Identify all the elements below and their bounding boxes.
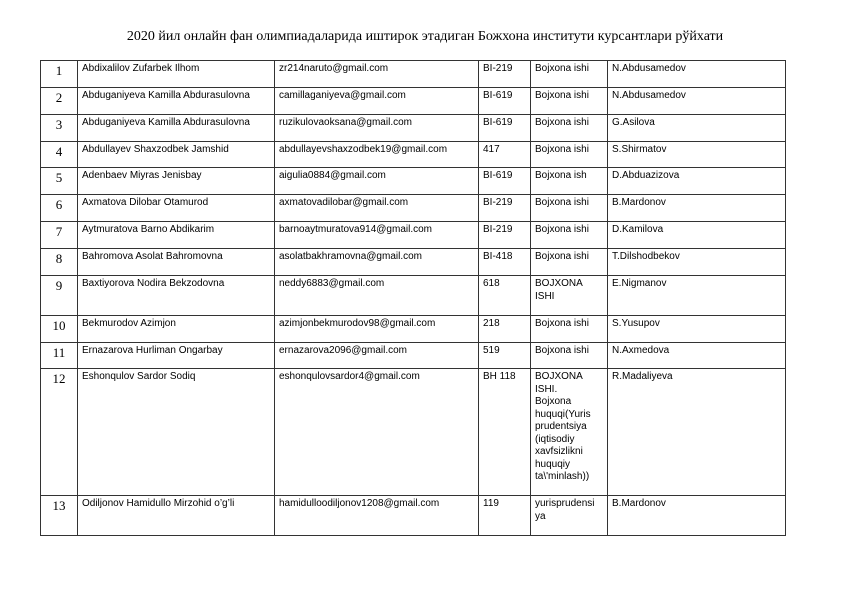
subject: yurisprudensi ya [531, 496, 608, 536]
row-number: 11 [41, 343, 78, 369]
subject: Bojxona ishi [531, 195, 608, 222]
table-row [41, 142, 786, 168]
table-row [41, 222, 786, 249]
table-row [41, 88, 786, 115]
group-code: BI-619 [479, 115, 531, 142]
student-name: Ernazarova Hurliman Ongarbay [78, 343, 275, 369]
group-code: BI-219 [479, 61, 531, 88]
table-row [41, 249, 786, 276]
group-code: 218 [479, 316, 531, 343]
student-name: Baxtiyorova Nodira Bekzodovna [78, 276, 275, 316]
student-name: Abduganiyeva Kamilla Abdurasulovna [78, 115, 275, 142]
student-email: abdullayevshaxzodbek19@gmail.com [275, 142, 479, 168]
row-number: 4 [41, 142, 78, 168]
supervisor: N.Axmedova [608, 343, 786, 369]
student-email: ernazarova2096@gmail.com [275, 343, 479, 369]
supervisor: D.Abduazizova [608, 168, 786, 195]
student-name: Eshonqulov Sardor Sodiq [78, 369, 275, 496]
student-name: Bekmurodov Azimjon [78, 316, 275, 343]
student-email: neddy6883@gmail.com [275, 276, 479, 316]
row-number: 9 [41, 276, 78, 316]
table-row [41, 343, 786, 369]
row-number: 8 [41, 249, 78, 276]
subject: Bojxona ishi [531, 88, 608, 115]
student-email: asolatbakhramovna@gmail.com [275, 249, 479, 276]
supervisor: N.Abdusamedov [608, 88, 786, 115]
student-email: ruzikulovaoksana@gmail.com [275, 115, 479, 142]
supervisor: N.Abdusamedov [608, 61, 786, 88]
table-row [41, 115, 786, 142]
subject: Bojxona ishi [531, 61, 608, 88]
table-row [41, 496, 786, 536]
group-code: BI-619 [479, 168, 531, 195]
row-number: 5 [41, 168, 78, 195]
table-row [41, 61, 786, 88]
table-row [41, 276, 786, 316]
row-number: 1 [41, 61, 78, 88]
supervisor: S.Yusupov [608, 316, 786, 343]
student-name: Bahromova Asolat Bahromovna [78, 249, 275, 276]
group-code: BH 118 [479, 369, 531, 496]
student-name: Odiljonov Hamidullo Mirzohid o’g’li [78, 496, 275, 536]
group-code: 618 [479, 276, 531, 316]
subject: BOJXONA ISHI. Bojxona huquqi(Yuris prudentsiya (iqtisodiy xavfsizlikni huquqiy ta\'minlash)) [531, 369, 608, 496]
student-email: eshonqulovsardor4@gmail.com [275, 369, 479, 496]
supervisor: R.Madaliyeva [608, 369, 786, 496]
subject: Bojxona ish [531, 168, 608, 195]
row-number: 2 [41, 88, 78, 115]
student-name: Abdullayev Shaxzodbek Jamshid [78, 142, 275, 168]
row-number: 6 [41, 195, 78, 222]
supervisor: T.Dilshodbekov [608, 249, 786, 276]
student-email: camillaganiyeva@gmail.com [275, 88, 479, 115]
group-code: BI-219 [479, 222, 531, 249]
row-number: 12 [41, 369, 78, 496]
student-name: Axmatova Dilobar Otamurod [78, 195, 275, 222]
table-row [41, 168, 786, 195]
group-code: BI-418 [479, 249, 531, 276]
document-title: 2020 йил онлайн фан олимпиадаларида иштирок этадиган Божхона институти курсантлари рўйхати [126, 29, 724, 44]
student-name: Adenbaev Miyras Jenisbay [78, 168, 275, 195]
student-name: Abdixalilov Zufarbek Ilhom [78, 61, 275, 88]
row-number: 13 [41, 496, 78, 536]
group-code: 119 [479, 496, 531, 536]
supervisor: S.Shirmatov [608, 142, 786, 168]
subject: Bojxona ishi [531, 115, 608, 142]
group-code: BI-219 [479, 195, 531, 222]
student-name: Aytmuratova Barno Abdikarim [78, 222, 275, 249]
student-email: axmatovadilobar@gmail.com [275, 195, 479, 222]
student-name: Abduganiyeva Kamilla Abdurasulovna [78, 88, 275, 115]
supervisor: B.Mardonov [608, 496, 786, 536]
row-number: 10 [41, 316, 78, 343]
student-email: hamidulloodiljonov1208@gmail.com [275, 496, 479, 536]
table-row [41, 195, 786, 222]
subject: Bojxona ishi [531, 249, 608, 276]
supervisor: G.Asilova [608, 115, 786, 142]
supervisor: D.Kamilova [608, 222, 786, 249]
student-email: azimjonbekmurodov98@gmail.com [275, 316, 479, 343]
subject: Bojxona ishi [531, 222, 608, 249]
supervisor: B.Mardonov [608, 195, 786, 222]
student-email: aigulia0884@gmail.com [275, 168, 479, 195]
row-number: 3 [41, 115, 78, 142]
student-email: barnoaytmuratova914@gmail.com [275, 222, 479, 249]
row-number: 7 [41, 222, 78, 249]
subject: Bojxona ishi [531, 142, 608, 168]
supervisor: E.Nigmanov [608, 276, 786, 316]
subject: Bojxona ishi [531, 316, 608, 343]
group-code: BI-619 [479, 88, 531, 115]
group-code: 519 [479, 343, 531, 369]
student-email: zr214naruto@gmail.com [275, 61, 479, 88]
subject: BOJXONA ISHI [531, 276, 608, 316]
table-row [41, 369, 786, 496]
table-row [41, 316, 786, 343]
subject: Bojxona ishi [531, 343, 608, 369]
group-code: 417 [479, 142, 531, 168]
participants-table [40, 60, 786, 536]
